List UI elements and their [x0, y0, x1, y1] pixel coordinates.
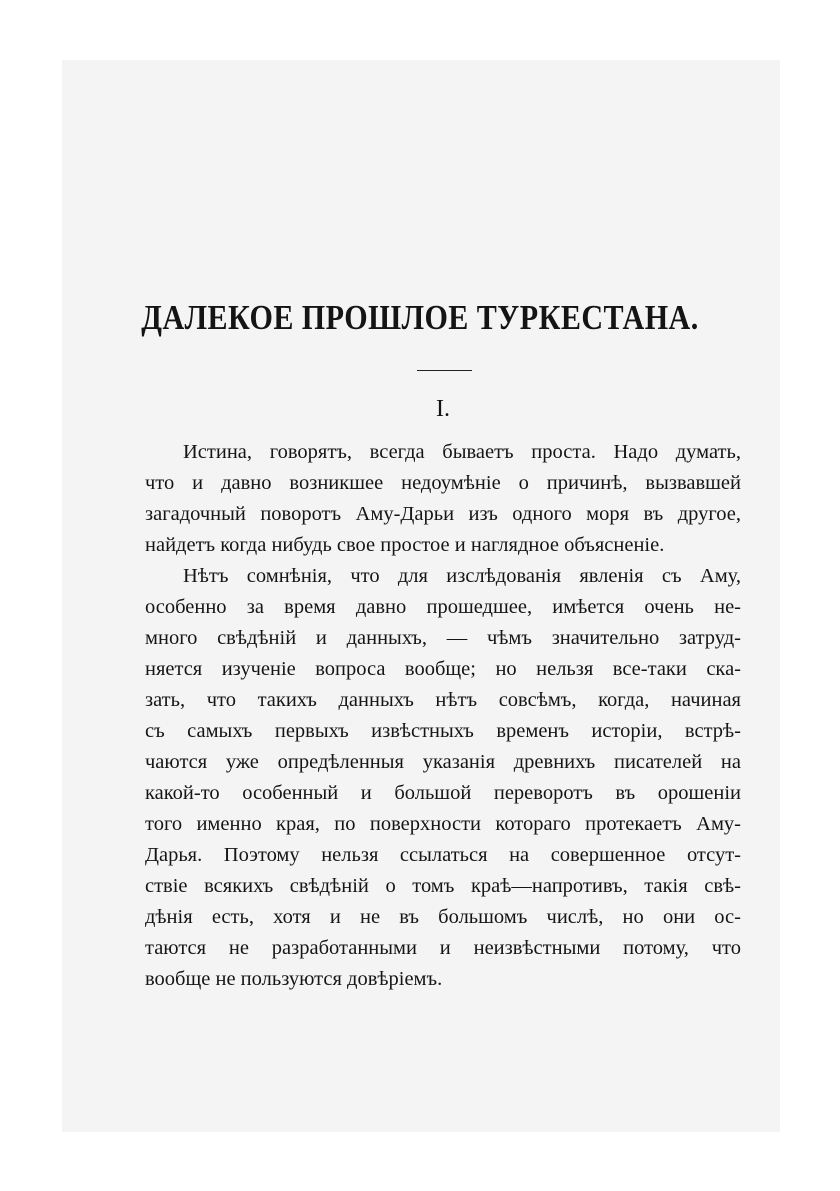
text-line: найдетъ когда нибудь свое простое и наглядное объясненіе.: [145, 534, 665, 556]
text-line: что и давно возникшее недоумѣніе о причинѣ, вызвавшей: [145, 472, 741, 494]
text-line: того именно края, по поверхности котораго протекаетъ Аму-: [145, 813, 741, 835]
text-line: какой-то особенный и большой переворотъ въ орошеніи: [145, 782, 741, 804]
text-line: таются не разработанными и неизвѣстными потому, что: [145, 937, 741, 959]
text-line: дѣнія есть, хотя и не въ большомъ числѣ, но они ос-: [145, 906, 741, 928]
text-line: ствіе всякихъ свѣдѣній о томъ краѣ—напротивъ, такія свѣ-: [145, 875, 741, 897]
text-line: Дарья. Поэтому нельзя ссылаться на совершенное отсут-: [145, 844, 741, 866]
body-text: [145, 437, 741, 995]
text-line: чаются уже опредѣленныя указанія древнихъ писателей на: [145, 751, 741, 773]
page-title: ДАЛЕКОЕ ПРОШЛОЕ ТУРКЕСТАНА.: [141, 298, 699, 337]
text-line: много свѣдѣній и данныхъ, — чѣмъ значительно затруд-: [145, 627, 741, 649]
text-line: особенно за время давно прошедшее, имѣется очень не-: [145, 596, 741, 618]
text-line: загадочный поворотъ Аму-Дарьи изъ одного моря въ другое,: [145, 503, 741, 525]
text-line: Нѣтъ сомнѣнія, что для изслѣдованія явленія съ Аму,: [183, 565, 741, 587]
title-divider: [417, 370, 472, 371]
text-line: зать, что такихъ данныхъ нѣтъ совсѣмъ, когда, начиная: [145, 689, 741, 711]
text-line: няется изученіе вопроса вообще; но нельзя все-таки ска-: [145, 658, 741, 680]
text-line: вообще не пользуются довѣріемъ.: [145, 968, 443, 990]
section-number: I.: [436, 396, 450, 422]
text-line: Истина, говорятъ, всегда бываетъ проста. Надо думать,: [183, 441, 741, 463]
text-line: съ самыхъ первыхъ извѣстныхъ временъ исторіи, встрѣ-: [145, 720, 741, 742]
